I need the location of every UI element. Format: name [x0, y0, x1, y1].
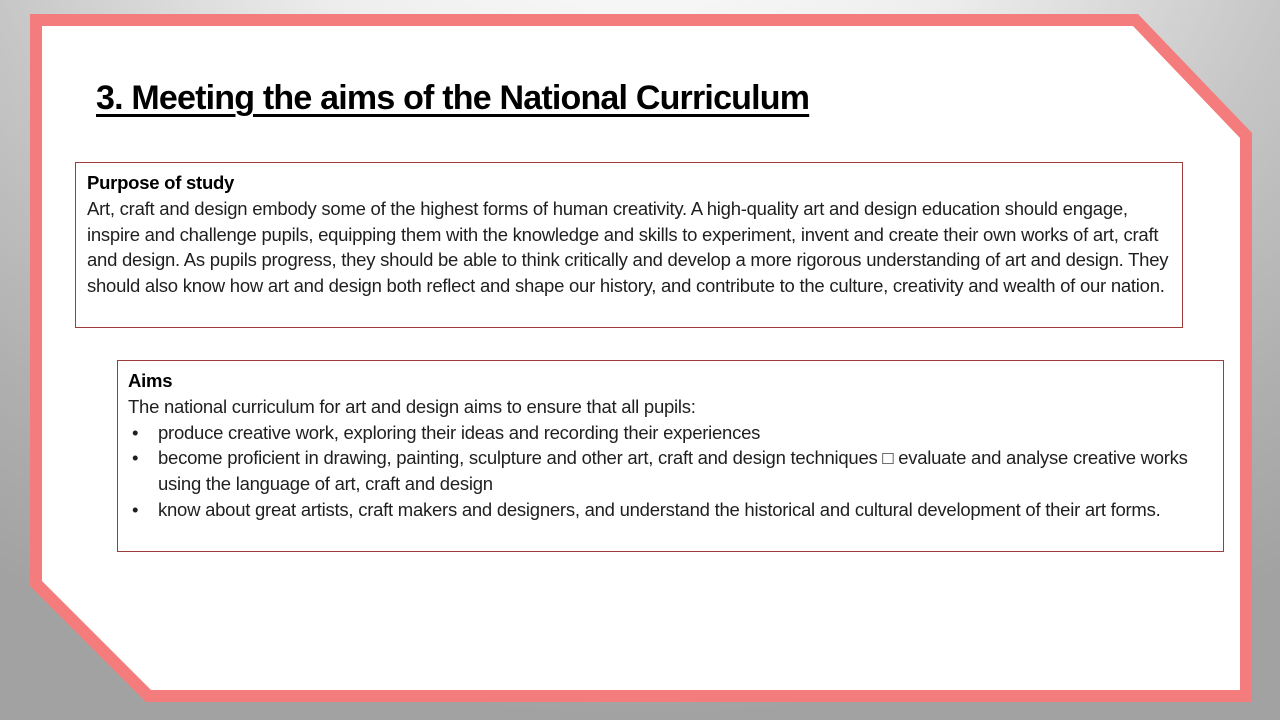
- list-item: [128, 420, 1212, 446]
- list-item: [128, 497, 1212, 523]
- purpose-of-study-box: [75, 162, 1183, 328]
- list-item-text: know about great artists, craft makers and designers, and understand the historical and cultural development of their art forms.: [158, 498, 1161, 520]
- aims-intro-text: The national curriculum for art and design aims to ensure that all pupils:: [128, 395, 696, 417]
- list-item-text: become proficient in drawing, painting, sculpture and other art, craft and design techniques □ evaluate and analyse creative works using the language of art, craft and design: [158, 447, 1188, 495]
- bullet-icon: •: [132, 421, 139, 443]
- slide-title: 3. Meeting the aims of the National Curriculum: [96, 79, 810, 117]
- list-item: [128, 445, 1212, 497]
- bullet-icon: •: [132, 447, 139, 469]
- aims-box: [117, 360, 1224, 552]
- list-item-text: produce creative work, exploring their ideas and recording their experiences: [158, 421, 761, 443]
- aims-list: [128, 420, 1212, 523]
- purpose-heading: Purpose of study: [87, 172, 235, 193]
- bullet-icon: •: [132, 498, 139, 520]
- purpose-body-text: Art, craft and design embody some of the highest forms of human creativity. A high-quality art and design education should engage, inspire and challenge pupils, equipping them with the knowledge and skills to experiment, invent and create their own works of art, craft and design. As pupils progress, they should be able to think critically and develop a more rigorous understanding of art and design. They should also know how art and design both reflect and shape our history, and contribute to the culture, creativity and wealth of our nation.: [87, 197, 1169, 297]
- aims-heading: Aims: [128, 370, 173, 391]
